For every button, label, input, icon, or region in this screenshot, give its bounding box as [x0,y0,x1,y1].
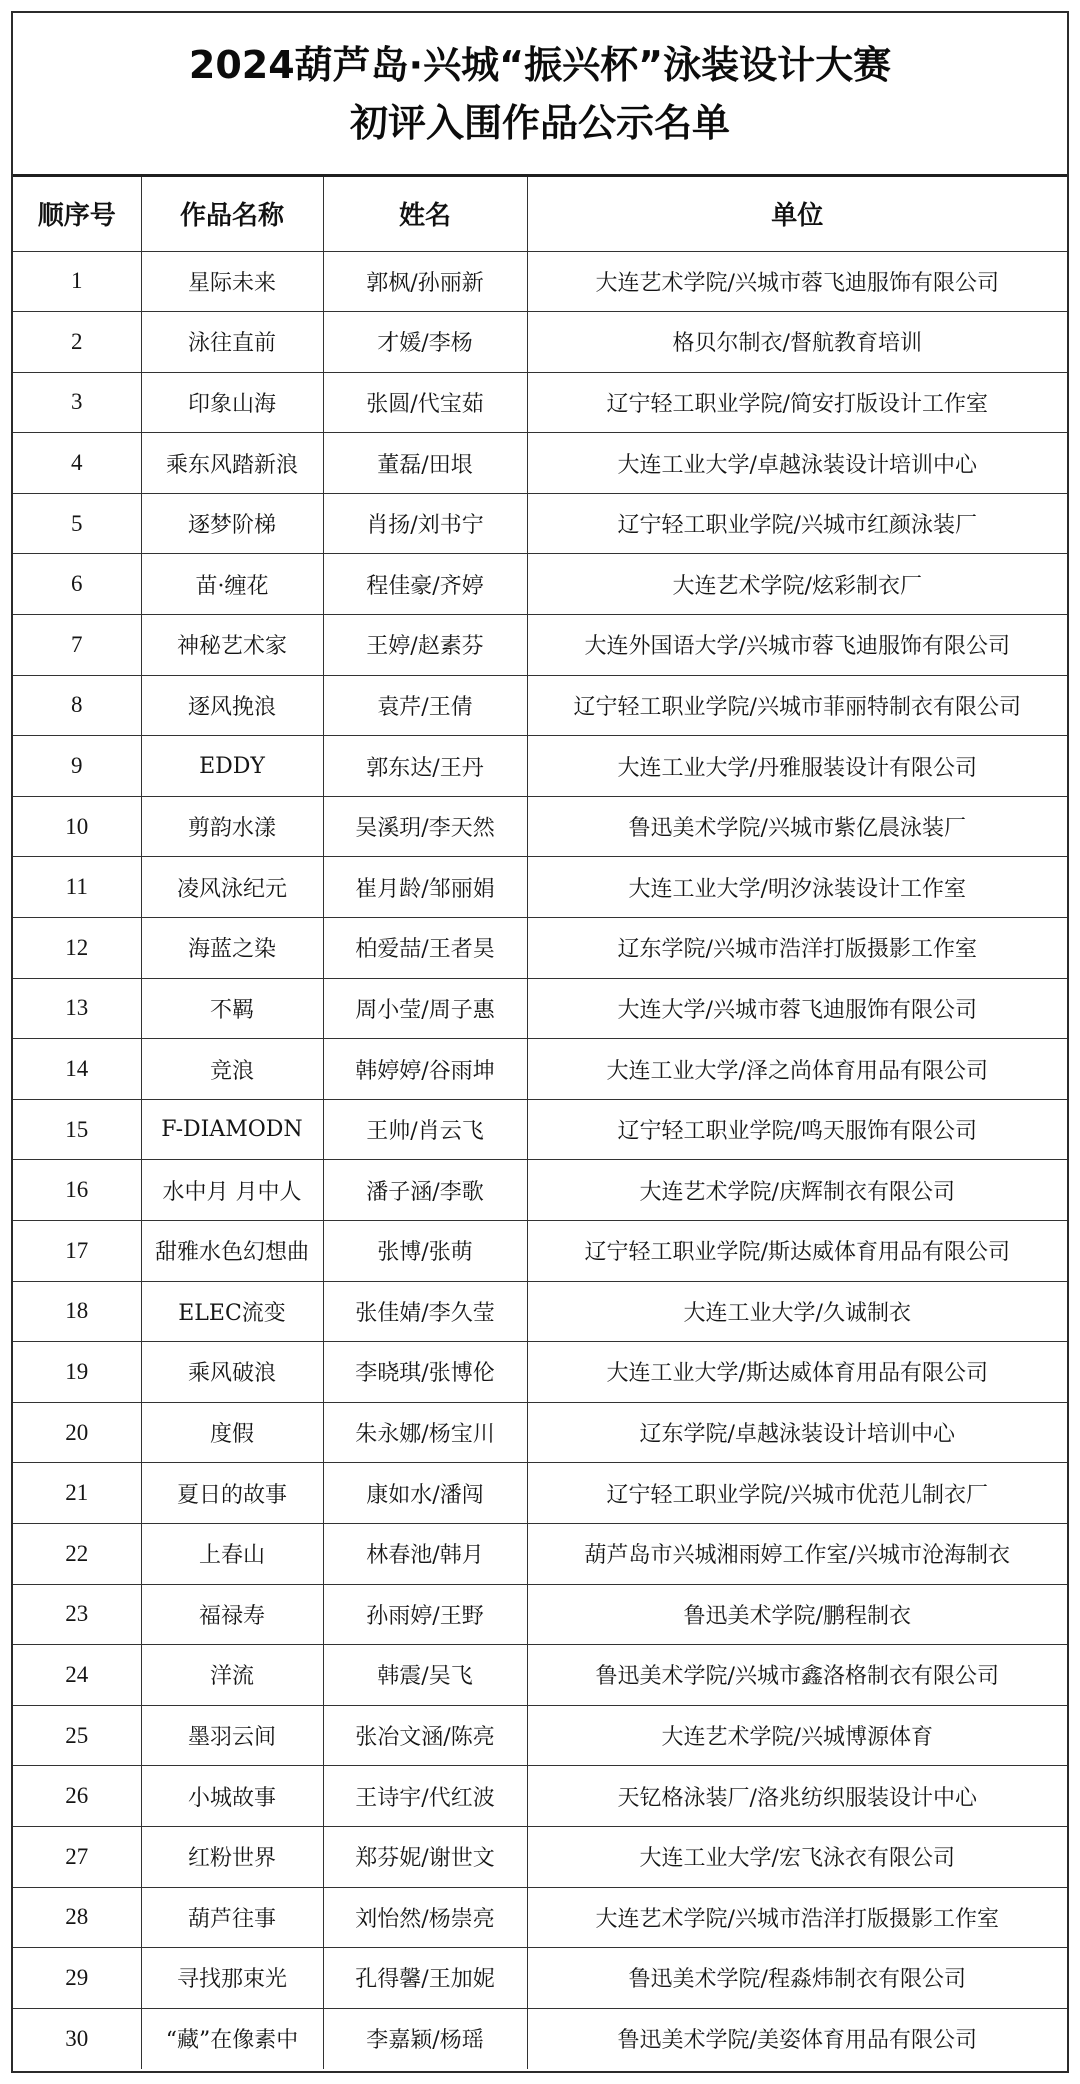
cell-unit: 大连艺术学院/兴城市浩洋打版摄影工作室 [527,1887,1067,1948]
cell-unit: 大连工业大学/斯达威体育用品有限公司 [527,1342,1067,1403]
table-row [13,1766,1067,1827]
cell-work-title: 印象山海 [141,372,323,433]
cell-name: 袁芹/王倩 [323,675,527,736]
cell-name: 张冶文涵/陈亮 [323,1705,527,1766]
cell-name: 李晓琪/张博伦 [323,1342,527,1403]
cell-work-title: 不羁 [141,978,323,1039]
cell-work-title: EDDY [141,736,323,797]
cell-name: 林春池/韩月 [323,1523,527,1584]
cell-order-number: 12 [13,918,141,979]
cell-work-title: 凌风泳纪元 [141,857,323,918]
cell-unit: 大连工业大学/丹雅服装设计有限公司 [527,736,1067,797]
cell-unit: 鲁迅美术学院/鹏程制衣 [527,1584,1067,1645]
table-row [13,1826,1067,1887]
cell-order-number: 9 [13,736,141,797]
table-row [13,2008,1067,2069]
cell-name: 孔得馨/王加妮 [323,1948,527,2009]
cell-order-number: 26 [13,1766,141,1827]
cell-order-number: 6 [13,554,141,615]
cell-name: 吴溪玥/李天然 [323,796,527,857]
cell-unit: 大连工业大学/卓越泳装设计培训中心 [527,433,1067,494]
cell-name: 张圆/代宝茹 [323,372,527,433]
table-row [13,433,1067,494]
cell-unit: 大连工业大学/明汐泳装设计工作室 [527,857,1067,918]
document-subtitle: 初评入围作品公示名单 [349,100,730,145]
table-row [13,1948,1067,2009]
cell-unit: 格贝尔制衣/督航教育培训 [527,312,1067,373]
cell-unit: 天钇格泳装厂/洛兆纺织服装设计中心 [527,1766,1067,1827]
table-row [13,493,1067,554]
cell-order-number: 24 [13,1645,141,1706]
cell-name: 韩震/吴飞 [323,1645,527,1706]
cell-work-title: ELEC流变 [141,1281,323,1342]
table-header-row [13,177,1067,251]
table-row [13,1523,1067,1584]
cell-order-number: 30 [13,2008,141,2069]
header-order-number: 顺序号 [13,177,141,251]
cell-order-number: 1 [13,251,141,312]
finalist-table [13,177,1067,2069]
cell-order-number: 10 [13,796,141,857]
cell-work-title: 剪韵水漾 [141,796,323,857]
table-row [13,736,1067,797]
cell-unit: 大连艺术学院/兴城博源体育 [527,1705,1067,1766]
table-row [13,1584,1067,1645]
cell-work-title: 葫芦往事 [141,1887,323,1948]
cell-unit: 辽东学院/卓越泳装设计培训中心 [527,1402,1067,1463]
table-row [13,1342,1067,1403]
cell-unit: 鲁迅美术学院/美姿体育用品有限公司 [527,2008,1067,2069]
cell-order-number: 16 [13,1160,141,1221]
cell-unit: 辽宁轻工职业学院/斯达威体育用品有限公司 [527,1221,1067,1282]
cell-unit: 鲁迅美术学院/兴城市紫亿晨泳装厂 [527,796,1067,857]
table-row [13,918,1067,979]
cell-name: 郑芬妮/谢世文 [323,1826,527,1887]
cell-work-title: 海蓝之染 [141,918,323,979]
cell-order-number: 14 [13,1039,141,1100]
table-row [13,312,1067,373]
table-row [13,1402,1067,1463]
cell-name: 孙雨婷/王野 [323,1584,527,1645]
cell-name: 张博/张萌 [323,1221,527,1282]
cell-unit: 辽宁轻工职业学院/兴城市红颜泳装厂 [527,493,1067,554]
cell-work-title: 寻找那束光 [141,1948,323,2009]
cell-order-number: 2 [13,312,141,373]
cell-name: 李嘉颖/杨瑶 [323,2008,527,2069]
table-row [13,1705,1067,1766]
table-row [13,372,1067,433]
cell-work-title: 红粉世界 [141,1826,323,1887]
cell-order-number: 20 [13,1402,141,1463]
header-work-title: 作品名称 [141,177,323,251]
cell-unit: 辽宁轻工职业学院/鸣天服饰有限公司 [527,1099,1067,1160]
cell-name: 韩婷婷/谷雨坤 [323,1039,527,1100]
cell-work-title: 神秘艺术家 [141,615,323,676]
table-row [13,1463,1067,1524]
table-row [13,857,1067,918]
cell-work-title: 乘风破浪 [141,1342,323,1403]
cell-name: 王帅/肖云飞 [323,1099,527,1160]
cell-unit: 大连大学/兴城市蓉飞迪服饰有限公司 [527,978,1067,1039]
cell-work-title: 上春山 [141,1523,323,1584]
cell-order-number: 19 [13,1342,141,1403]
table-row [13,1160,1067,1221]
cell-unit: 大连艺术学院/炫彩制衣厂 [527,554,1067,615]
table-row [13,978,1067,1039]
table-row [13,1039,1067,1100]
cell-name: 周小莹/周子惠 [323,978,527,1039]
cell-order-number: 17 [13,1221,141,1282]
cell-work-title: 洋流 [141,1645,323,1706]
cell-order-number: 7 [13,615,141,676]
cell-name: 才媛/李杨 [323,312,527,373]
cell-work-title: F-DIAMODN [141,1099,323,1160]
table-row [13,1887,1067,1948]
cell-order-number: 15 [13,1099,141,1160]
cell-order-number: 13 [13,978,141,1039]
cell-name: 郭枫/孙丽新 [323,251,527,312]
cell-name: 张佳婧/李久莹 [323,1281,527,1342]
table-body [13,251,1067,2069]
cell-order-number: 22 [13,1523,141,1584]
cell-name: 王婷/赵素芬 [323,615,527,676]
cell-name: 崔月龄/邹丽娟 [323,857,527,918]
table-row [13,1645,1067,1706]
cell-work-title: 度假 [141,1402,323,1463]
table-row [13,675,1067,736]
cell-work-title: 乘东风踏新浪 [141,433,323,494]
table-row [13,1221,1067,1282]
cell-work-title: 小城故事 [141,1766,323,1827]
cell-order-number: 11 [13,857,141,918]
cell-work-title: 逐梦阶梯 [141,493,323,554]
cell-work-title: 福禄寿 [141,1584,323,1645]
cell-unit: 葫芦岛市兴城湘雨婷工作室/兴城市沧海制衣 [527,1523,1067,1584]
cell-work-title: 墨羽云间 [141,1705,323,1766]
cell-order-number: 27 [13,1826,141,1887]
cell-order-number: 25 [13,1705,141,1766]
cell-work-title: “藏”在像素中 [141,2008,323,2069]
cell-work-title: 竞浪 [141,1039,323,1100]
table-row [13,251,1067,312]
cell-name: 朱永娜/杨宝川 [323,1402,527,1463]
cell-unit: 大连艺术学院/兴城市蓉飞迪服饰有限公司 [527,251,1067,312]
cell-order-number: 3 [13,372,141,433]
cell-unit: 大连艺术学院/庆辉制衣有限公司 [527,1160,1067,1221]
cell-order-number: 5 [13,493,141,554]
cell-name: 刘怡然/杨崇亮 [323,1887,527,1948]
cell-unit: 鲁迅美术学院/程淼炜制衣有限公司 [527,1948,1067,2009]
table-row [13,796,1067,857]
cell-order-number: 8 [13,675,141,736]
cell-unit: 鲁迅美术学院/兴城市鑫洛格制衣有限公司 [527,1645,1067,1706]
cell-unit: 辽宁轻工职业学院/简安打版设计工作室 [527,372,1067,433]
cell-unit: 大连外国语大学/兴城市蓉飞迪服饰有限公司 [527,615,1067,676]
cell-order-number: 28 [13,1887,141,1948]
cell-work-title: 夏日的故事 [141,1463,323,1524]
cell-name: 王诗宇/代红波 [323,1766,527,1827]
header-name: 姓名 [323,177,527,251]
document-title: 2024葫芦岛·兴城“振兴杯”泳装设计大赛 [188,42,892,87]
table-row [13,1099,1067,1160]
announcement-sheet [11,11,1069,2073]
table-row [13,615,1067,676]
cell-work-title: 甜雅水色幻想曲 [141,1221,323,1282]
cell-unit: 大连工业大学/久诚制衣 [527,1281,1067,1342]
cell-work-title: 水中月 月中人 [141,1160,323,1221]
cell-unit: 辽宁轻工职业学院/兴城市菲丽特制衣有限公司 [527,675,1067,736]
cell-order-number: 21 [13,1463,141,1524]
cell-unit: 大连工业大学/宏飞泳衣有限公司 [527,1826,1067,1887]
cell-unit: 辽东学院/兴城市浩洋打版摄影工作室 [527,918,1067,979]
cell-unit: 大连工业大学/泽之尚体育用品有限公司 [527,1039,1067,1100]
table-row [13,554,1067,615]
cell-order-number: 23 [13,1584,141,1645]
cell-name: 潘子涵/李歌 [323,1160,527,1221]
cell-name: 柏爱喆/王者昊 [323,918,527,979]
cell-unit: 辽宁轻工职业学院/兴城市优范儿制衣厂 [527,1463,1067,1524]
title-block [13,13,1067,177]
cell-work-title: 逐风挽浪 [141,675,323,736]
cell-order-number: 29 [13,1948,141,2009]
cell-order-number: 4 [13,433,141,494]
cell-work-title: 星际未来 [141,251,323,312]
cell-work-title: 泳往直前 [141,312,323,373]
cell-work-title: 苗·缠花 [141,554,323,615]
table-row [13,1281,1067,1342]
cell-name: 程佳豪/齐婷 [323,554,527,615]
header-unit: 单位 [527,177,1067,251]
cell-name: 董磊/田垠 [323,433,527,494]
cell-name: 郭东达/王丹 [323,736,527,797]
cell-name: 肖扬/刘书宁 [323,493,527,554]
cell-order-number: 18 [13,1281,141,1342]
cell-name: 康如水/潘闯 [323,1463,527,1524]
